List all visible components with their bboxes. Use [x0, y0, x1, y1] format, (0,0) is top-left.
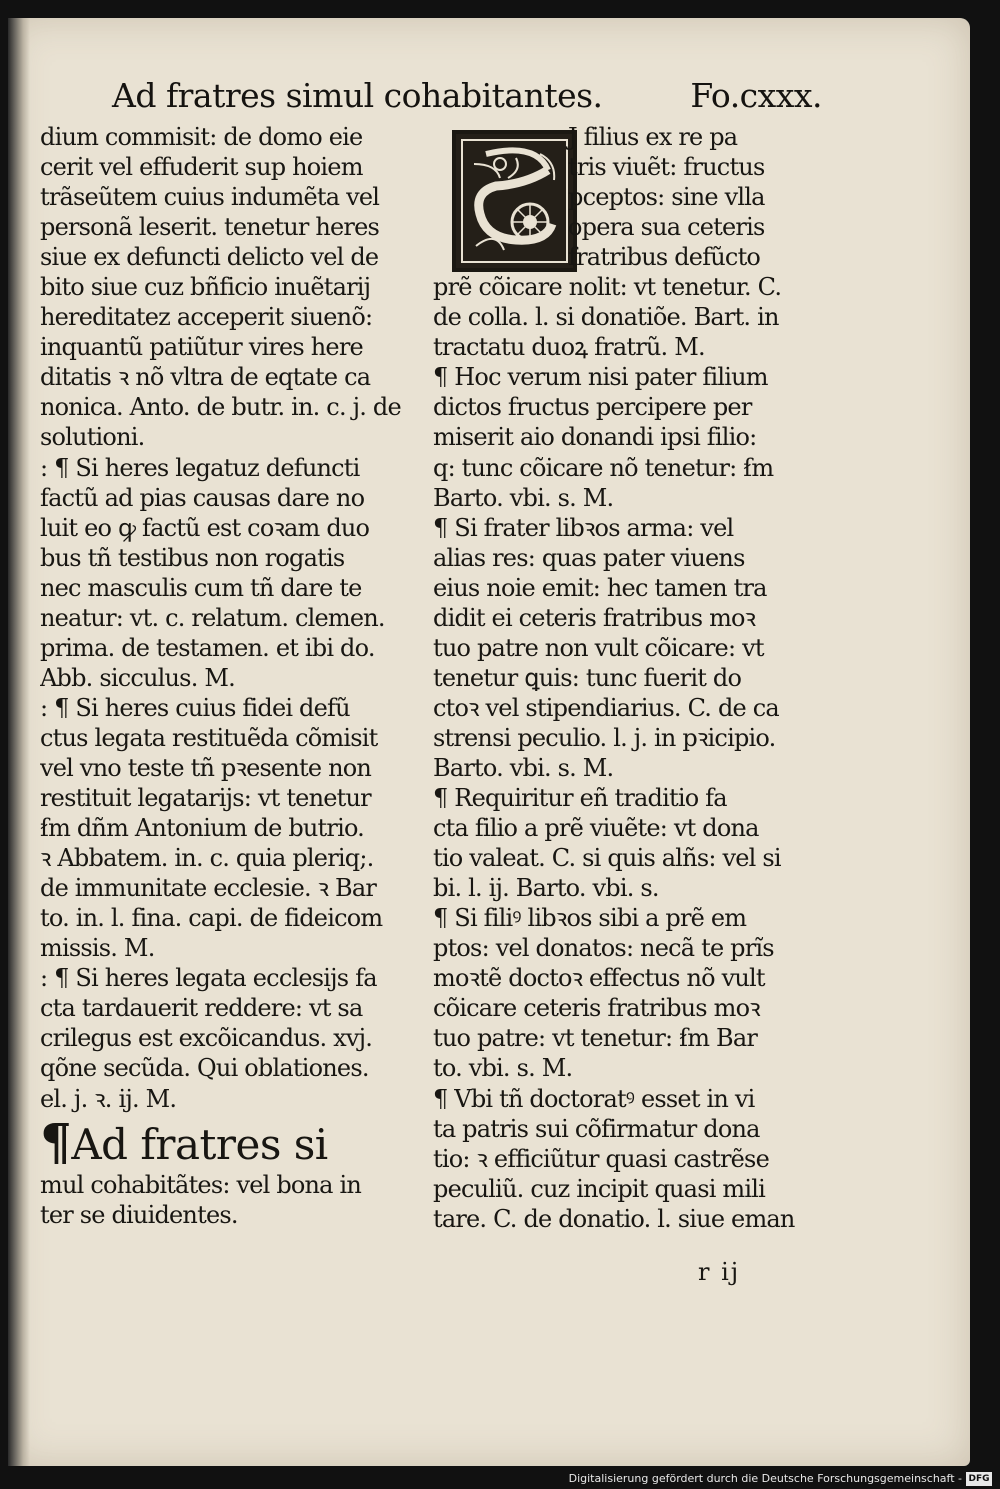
text-line: tenetur ꝗuis: tunc fuerit do	[433, 663, 742, 692]
text-line: bi. l. ij. Barto. vbi. s.	[433, 874, 659, 903]
text-line: cta tardauerit reddere: vt sa	[40, 994, 363, 1023]
dfg-logo: DFG	[966, 1472, 992, 1486]
text-line: bus tñ testibus non rogatis	[40, 543, 345, 572]
text-line: tractatu duoꝝ fratrũ. M.	[433, 333, 705, 362]
text-line: opera sua ceteris	[568, 213, 765, 242]
text-line: qõne secũda. Qui oblationes.	[40, 1054, 369, 1083]
text-line: neatur: vt. c. relatum. clemen.	[40, 603, 385, 632]
text-line: ẜm dñm Antonium de butrio.	[40, 814, 365, 843]
text-line: nec masculis cum tñ dare te	[40, 573, 362, 602]
left-text-column	[40, 122, 425, 1230]
text-line: ta patris sui cõfirmatur dona	[433, 1114, 760, 1143]
text-line: hereditatez acceperit siuenõ:	[40, 303, 373, 332]
text-line: tio valeat. C. si quis alñs: vel si	[433, 844, 781, 873]
text-line: moꝛtẽ doctoꝛ effectus nõ vult	[433, 964, 765, 993]
text-line: luit eo ꝙ factũ est coꝛam duo	[40, 513, 370, 542]
text-line: ꝛ Abbatem. in. c. quia pleriq;.	[40, 844, 374, 873]
text-line: siue ex defuncti delicto vel de	[40, 243, 379, 272]
text-line: cerit vel effuderit sup hoiem	[40, 153, 363, 182]
text-line: Barto. vbi. s. M.	[433, 753, 614, 782]
text-line: ctoꝛ vel stipendiarius. C. de ca	[433, 693, 779, 722]
text-line: ¶ Si frater libꝛos arma: vel	[433, 513, 734, 542]
text-line: tuo patre: vt tenetur: ẜm Bar	[433, 1024, 758, 1053]
text-line: J filius ex re pa	[568, 123, 738, 151]
text-line: ¶ Hoc verum nisi pater filium	[433, 363, 768, 392]
text-line: factũ ad pias causas dare no	[40, 483, 365, 512]
text-line: ¶ Si filiꝰ libꝛos sibi a prẽ em	[433, 904, 747, 933]
text-line: ¶ Vbi tñ doctoratꝰ esset in vi	[433, 1084, 755, 1113]
text-line: miserit aio donandi ipsi filio:	[433, 423, 757, 452]
text-line: : ¶ Si heres cuius fidei defũ	[40, 693, 350, 722]
text-line: de immunitate ecclesie. ꝛ Bar	[40, 874, 377, 903]
text-line: cta filio a prẽ viuẽte: vt dona	[433, 814, 759, 843]
text-line: tuo patre non vult cõicare: vt	[433, 633, 764, 662]
section-heading-text: Ad fratres si	[71, 1119, 328, 1169]
text-line: bito siue cuz bñficio inuẽtarij	[40, 273, 371, 302]
text-line: crilegus est excõicandus. xvj.	[40, 1024, 373, 1053]
text-line: fratribus defũcto	[568, 243, 761, 272]
text-line: tio: ꝛ efficiũtur quasi castrẽse	[433, 1144, 769, 1173]
text-line: inquantũ patiũtur vires here	[40, 333, 363, 362]
signature-mark: r ij	[698, 1258, 741, 1286]
text-line: personã leserit. tenetur heres	[40, 213, 380, 242]
text-line: ctus legata restituẽda cõmisit	[40, 723, 378, 752]
text-line: ditatis ꝛ nõ vltra de eqtate ca	[40, 363, 371, 392]
text-line: prima. de testamen. et ibi do.	[40, 633, 375, 662]
text-line: pceptos: sine vlla	[568, 183, 765, 212]
text-line: : ¶ Si heres legatuz defuncti	[40, 453, 360, 482]
text-line: alias res: quas pater viuens	[433, 543, 745, 572]
text-line: tare. C. de donatio. l. siue eman	[433, 1204, 795, 1233]
text-line: nonica. Anto. de butr. in. c. j. de	[40, 393, 401, 422]
folio-number: Fo.cxxx.	[690, 75, 822, 115]
text-line: cõicare ceteris fratribus moꝛ	[433, 994, 760, 1023]
text-line: tris viuẽt: fructus	[568, 153, 765, 182]
running-header	[112, 70, 822, 120]
text-line: restituit legatarijs: vt tenetur	[40, 784, 371, 813]
text-line: peculiũ. cuz incipit quasi mili	[433, 1174, 766, 1203]
text-line: Barto. vbi. s. M.	[433, 483, 614, 512]
pilcrow-mark: ¶	[40, 1113, 72, 1170]
text-line: ptos: vel donatos: necã te prĩs	[433, 934, 774, 963]
text-line: Abb. sicculus. M.	[40, 663, 235, 692]
text-line: trãseũtem cuius indumẽta vel	[40, 183, 380, 212]
text-line: missis. M.	[40, 934, 155, 963]
text-line: didit ei ceteris fratribus moꝛ	[433, 603, 756, 632]
digitization-credit: Digitalisierung gefördert durch die Deutsche Forschungsgemeinschaft -	[568, 1472, 962, 1485]
text-line: dictos fructus percipere per	[433, 393, 752, 422]
running-title: Ad fratres simul cohabitantes.	[112, 75, 603, 115]
right-text-column	[433, 122, 818, 1234]
text-line: to. in. l. fina. capi. de fideicom	[40, 904, 383, 933]
text-line: ¶ Requiritur eñ traditio fa	[433, 784, 727, 813]
section-heading-line: mul cohabitãtes: vel bona in	[40, 1170, 362, 1199]
text-line: eius noie emit: hec tamen tra	[433, 573, 767, 602]
text-line: to. vbi. s. M.	[433, 1054, 573, 1083]
text-line: de colla. l. si donatiõe. Bart. in	[433, 303, 779, 332]
section-heading	[40, 1114, 425, 1170]
text-line: strensi peculio. l. j. in pꝛicipio.	[433, 723, 776, 752]
text-line: q: tunc cõicare nõ tenetur: ẜm	[433, 453, 774, 482]
text-line: prẽ cõicare nolit: vt tenetur. C.	[433, 273, 782, 302]
book-gutter	[8, 18, 30, 1466]
text-line: solutioni.	[40, 423, 145, 452]
text-line: vel vno teste tñ pꝛesente non	[40, 753, 372, 782]
section-heading-line: ter se diuidentes.	[40, 1200, 238, 1229]
text-line: : ¶ Si heres legata ecclesijs fa	[40, 964, 377, 993]
text-line: el. j. ꝛ. ij. M.	[40, 1084, 177, 1113]
text-line: dium commisit: de domo eie	[40, 123, 363, 151]
